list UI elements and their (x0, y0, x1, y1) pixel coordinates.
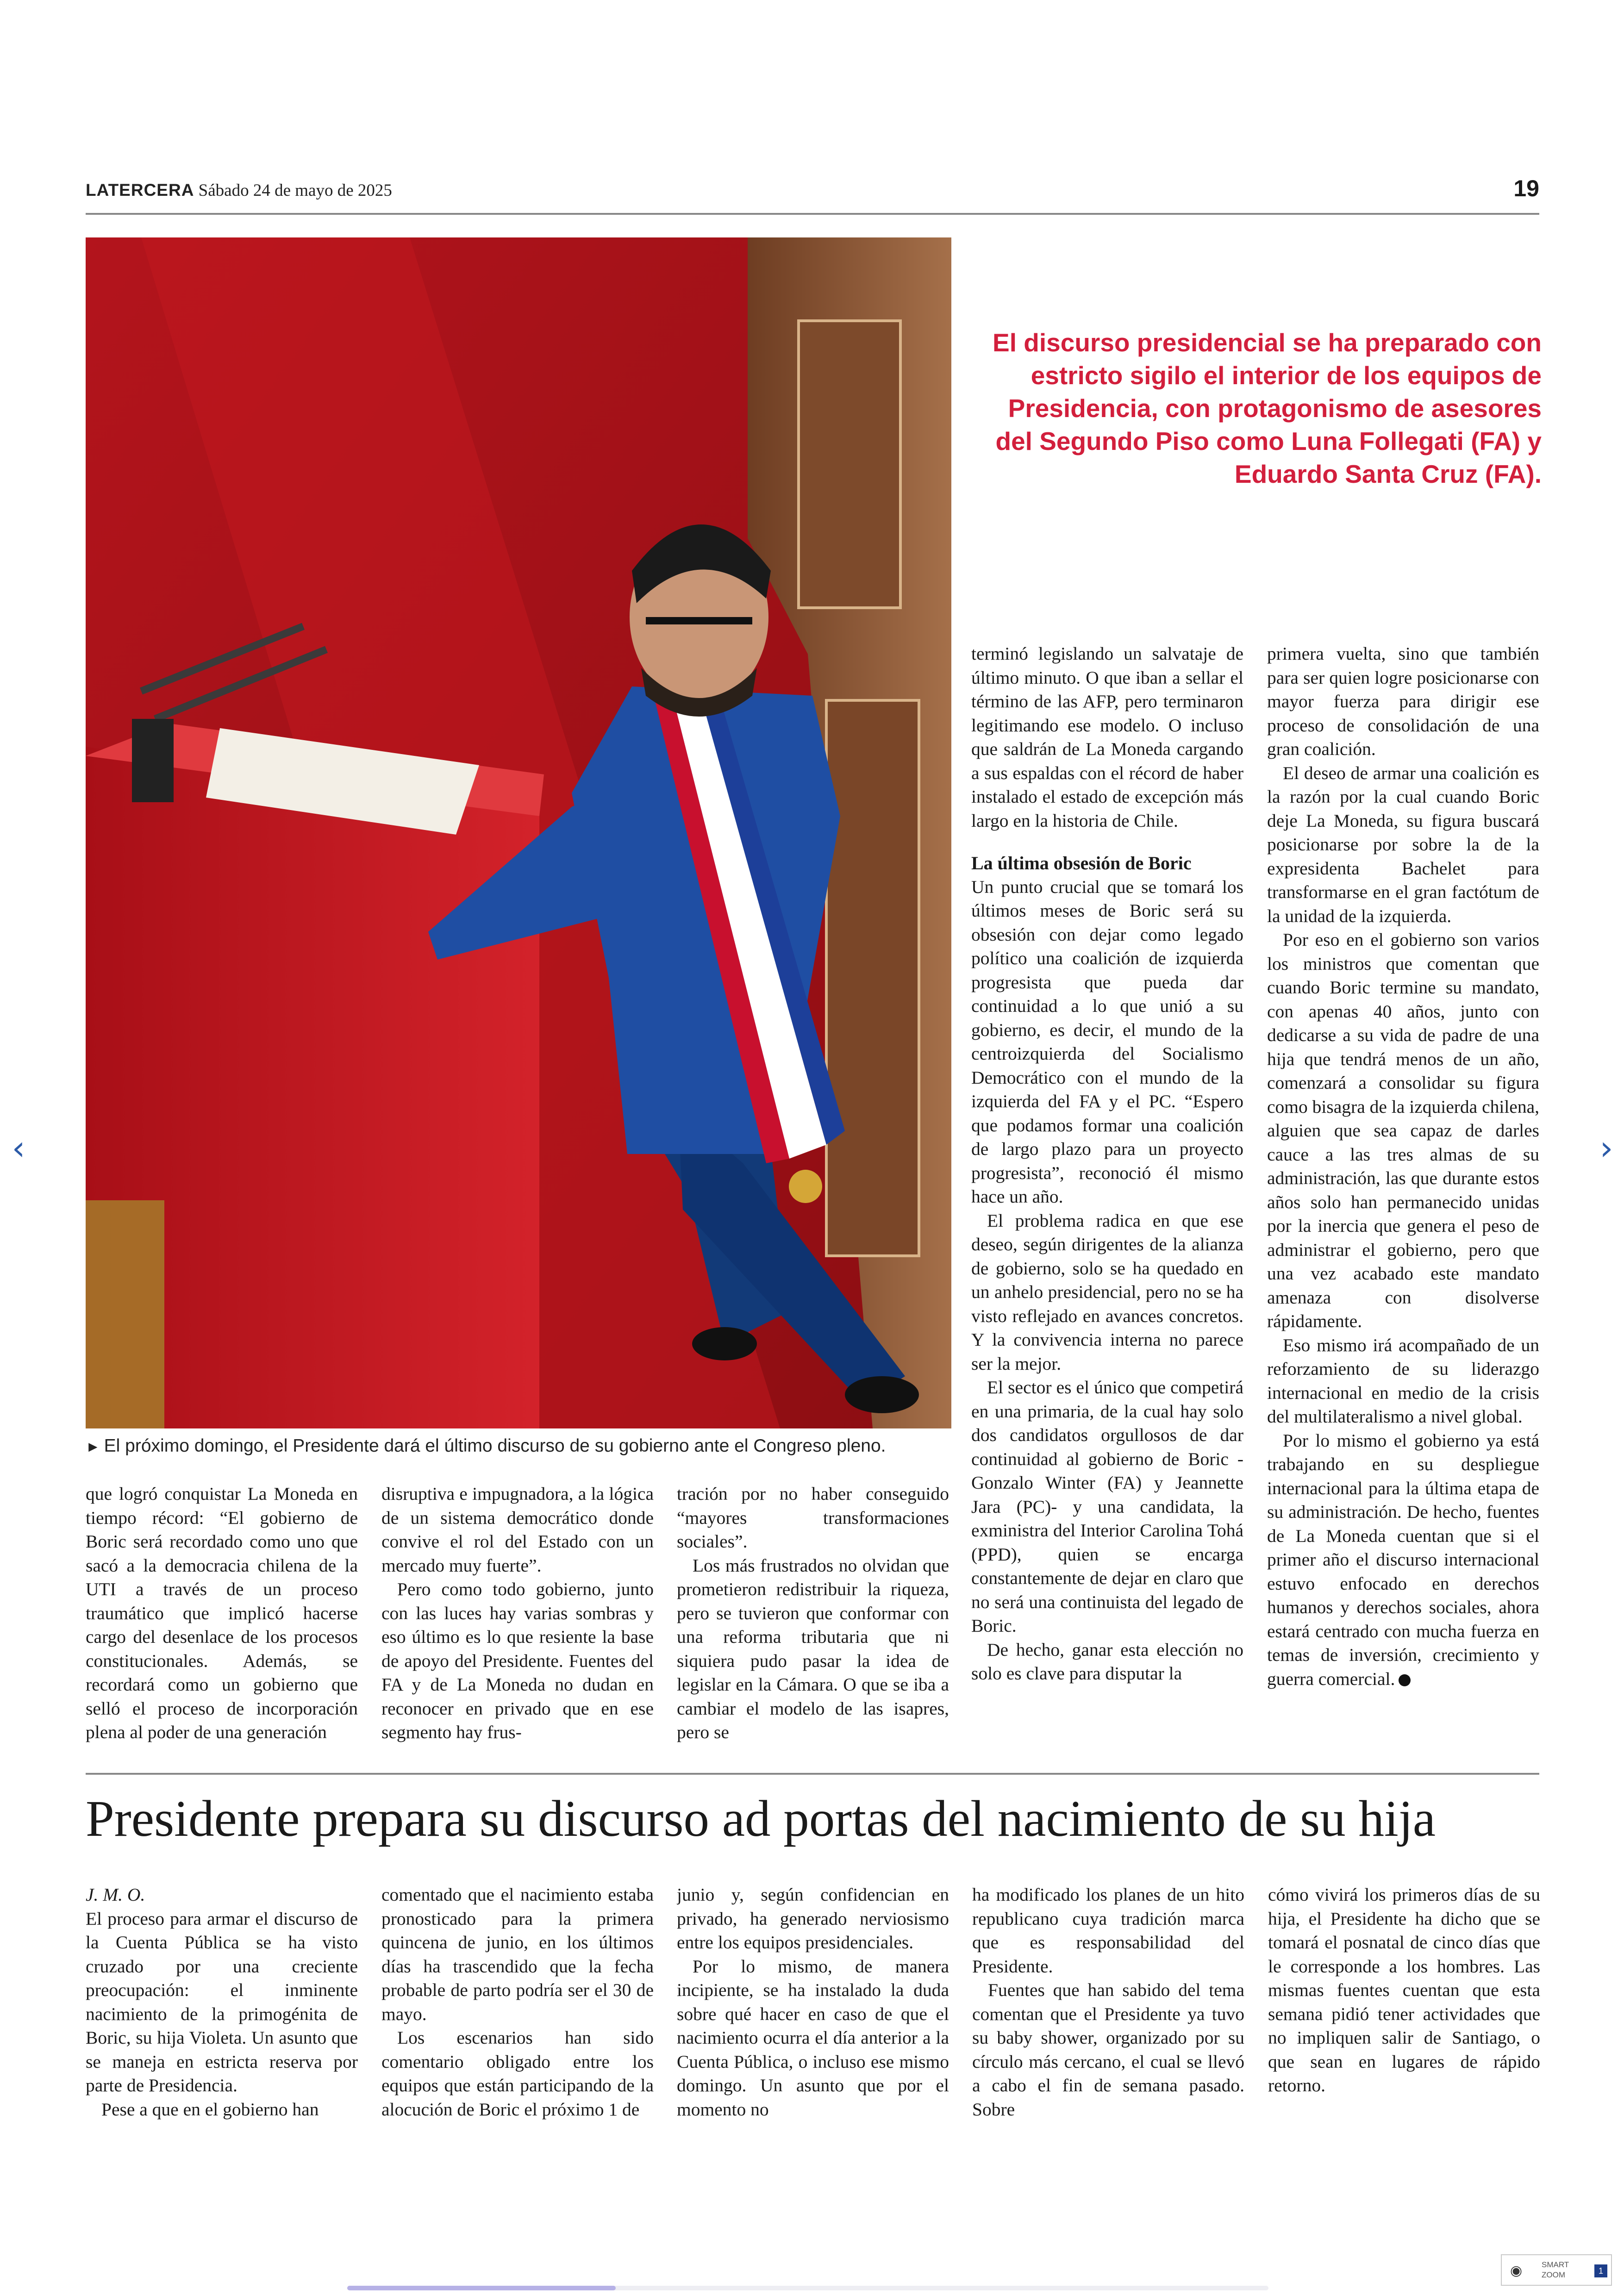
paragraph: Los más frustrados no olvidan que prometieron redistribuir la riqueza, pero se tuvieron que conformar con una reforma tributaria que ni siquiera pudo pasar la idea de legislar en la Cámara. O que se iba a cambiar el modelo de las isapres, pero se (677, 1555, 949, 1742)
paragraph: Por eso en el gobierno son varios los ministros que comentan que cuando Boric termine su mandato, con apenas 40 años, junto con dedicarse a su vida de padre de una hija que tendrá menos de un año, comenzará a consolidar su figura como bisagra de la izquierda chilena, alguien que sea capaz de darles cauce a las tres almas de su administración, las que durante estos años solo han permanecido unidas por la inercia que genera el peso de administrar el gobierno, pero que una vez acabado este mandato amenaza con disolverse rápidamente. (1267, 929, 1539, 1331)
paragraph: comentado que el nacimiento estaba pronosticado para la primera quincena de junio, en los últimos días ha trascendido que la fecha probable de parto podría ser el 30 de mayo. (381, 1884, 654, 2024)
article-photo (86, 237, 951, 1428)
horizontal-scrollbar-thumb[interactable] (347, 2286, 616, 2290)
smart-zoom-button[interactable] (1501, 2254, 1612, 2286)
paragraph: Eso mismo irá acompañado de un reforzamiento de su liderazgo internacional en medio de la crisis del multilateralismo a nivel global. (1267, 1335, 1539, 1427)
smart-zoom-label-line1: SMART (1542, 2260, 1569, 2269)
article1-column-1 (86, 1482, 358, 1746)
paragraph: De hecho, ganar esta elección no solo es clave para disputar la (971, 1639, 1243, 1684)
paragraph: El sector es el único que competirá en una primaria, de la cual hay solo dos candidatos orgullosos de dar continuidad al gobierno de Boric -Gonzalo Winter (FA) y Jeannette Jara (PC)- y una candidata, la exministra del Interior Carolina Tohá (PPD), quien se encarga constantemente de dejar en claro que no será una continuista del legado de Boric. (971, 1377, 1243, 1636)
paragraph: tración por no haber conseguido “mayores transformaciones sociales”. (677, 1484, 949, 1552)
header-rule (86, 213, 1539, 215)
eye-icon: ◉ (1510, 2263, 1523, 2278)
paragraph-text: Por lo mismo el gobierno ya está trabajando en su despliegue internacional para la última etapa de su administración. De hecho, fuentes de La Moneda cuentan que si el primer año el discurso internacional estuvo enfocado en derechos humanos y derechos sociales, ahora estará centrado con mucha fuerza en temas de inversión, crecimiento y guerra comercial. (1267, 1430, 1539, 1689)
paragraph: disruptiva e impugnadora, a la lógica de un sistema democrático donde convive el rol del Estado con un mercado muy fuerte”. (381, 1484, 654, 1576)
smart-zoom-label-line2: ZOOM (1542, 2270, 1565, 2279)
paragraph: El problema radica en que ese deseo, según dirigentes de la alianza de gobierno, solo se ha quedado en un anhelo presidencial, pero no se ha visto reflejado en avances concretos. Y la convivencia interna no parece ser la mejor. (971, 1210, 1243, 1374)
paragraph: junio y, según confidencian en privado, ha generado nerviosismo entre los equipos presidenciales. (677, 1884, 949, 1952)
article1-column-4 (971, 642, 1243, 1748)
spacer (971, 833, 1243, 851)
paragraph: Los escenarios han sido comentario obligado entre los equipos que están participando de la alocución de Boric el próximo 1 de (381, 2027, 654, 2120)
paragraph (1267, 1429, 1539, 1691)
paragraph: Por lo mismo, de manera incipiente, se ha instalado la duda sobre qué hacer en caso de que el nacimiento ocurra el día anterior a la Cuenta Pública, o incluso ese mismo domingo. Un asunto que por el momento no (677, 1956, 949, 2120)
masthead (86, 181, 392, 200)
paragraph: cómo vivirá los primeros días de su hija, el Presidente ha dicho que se tomará el posnatal de cinco días que le corresponde a los hombres. Las mismas fuentes cuentan que esta semana pidió tener actividades que no impliquen salir de Santiago, o que sean en lugares de rápido retorno. (1268, 1884, 1540, 2095)
paragraph: Un punto crucial que se tomará los últimos meses de Boric será su obsesión con dejar como legado político una coalición de izquierda progresista que pueda dar continuidad a lo que unió a su gobierno, es decir, el mundo de la centroizquierda del Socialismo Democrático con el mundo de la izquierda del FA y el PC. “Espero que podamos formar una coalición de largo plazo para un proyecto progresista”, reconoció él mismo hace un año. (971, 876, 1243, 1207)
article2-column-3 (677, 1883, 949, 2124)
newspaper-brand: LATERCERA (86, 181, 194, 200)
paragraph: Pero como todo gobierno, junto con las luces hay varias sombras y eso último es lo que resiente la base de apoyo del Presidente. Fuentes del FA y de La Moneda no dudan en reconocer en privado que en ese segmento hay frus- (381, 1579, 654, 1742)
section-divider (86, 1773, 1539, 1775)
zoom-level-badge: 1 (1594, 2264, 1607, 2277)
caption-arrow-icon: ► (86, 1438, 100, 1455)
article1-column-2 (381, 1482, 654, 1746)
paragraph: Pese a que en el gobierno han (101, 2099, 319, 2120)
article-subhead: La última obsesión de Boric (971, 853, 1192, 873)
next-page-button[interactable]: › (1599, 1129, 1613, 1167)
page-number: 19 (1513, 175, 1539, 201)
article2-column-2 (381, 1883, 654, 2124)
paragraph: El deseo de armar una coalición es la razón por la cual cuando Boric deje La Moneda, su figura buscará posicionarse por sobre la de la expresidenta Bachelet para transformarse en el gran factótum de la unidad de la izquierda. (1267, 762, 1539, 926)
byline: J. M. O. (86, 1884, 145, 1905)
paragraph: que logró conquistar La Moneda en tiempo récord: “El gobierno de Boric será recordado como uno que sacó a la democracia chilena de la UTI a través de un proceso traumático que implicó hacerse cargo del desenlace de los procesos constitucionales. Además, se recordará como un gobierno que selló el proceso de incorporación plena al poder de una generación (86, 1484, 358, 1742)
photo-illustration (86, 237, 951, 1428)
pull-quote: El discurso presidencial se ha preparado con estricto sigilo el interior de los equipos de Presidencia, con protagonismo de asesores del Segundo Piso como Luna Follegati (FA) y Eduardo Santa Cruz (FA). (993, 328, 1542, 488)
end-of-article-icon (1399, 1674, 1411, 1686)
paragraph: terminó legislando un salvataje de último minuto. O que iban a sellar el término de las AFP, pero terminaron legitimando ese modelo. O incluso que saldrán de La Moneda cargando a sus espaldas con el récord de haber instalado el estado de excepción más largo en la historia de Chile. (971, 643, 1243, 831)
article2-column-4 (972, 1883, 1244, 2124)
photo-caption-text: El próximo domingo, el Presidente dará el último discurso de su gobierno ante el Congreso pleno. (104, 1436, 886, 1456)
article2-column-5 (1268, 1883, 1540, 2124)
paragraph: El proceso para armar el discurso de la Cuenta Pública se ha visto cruzado por una creciente preocupación: el inminente nacimiento de la primogénita de Boric, su hija Violeta. Un asunto que se maneja en estricta reserva por parte de Presidencia. (86, 1908, 358, 2095)
article1-column-3 (677, 1482, 949, 1746)
photo-caption (86, 1435, 965, 1458)
article1-column-5 (1267, 642, 1539, 1748)
article2-column-1 (86, 1883, 358, 2124)
paragraph: ha modificado los planes de un hito republicano cuya tradición marca que es responsabilidad del Presidente. (972, 1884, 1244, 1977)
paragraph: primera vuelta, sino que también para ser quien logre posicionarse con mayor fuerza para dirigir ese proceso de consolidación de una gran coalición. (1267, 643, 1539, 759)
article2-headline: Presidente prepara su discurso ad portas del nacimiento de su hija (86, 1790, 1436, 1847)
smart-zoom-label (1542, 2260, 1569, 2280)
paragraph: Fuentes que han sabido del tema comentan que el Presidente ya tuvo su baby shower, organizado por su círculo más cercano, el cual se llevó a cabo el fin de semana pasado. Sobre (972, 1980, 1244, 2120)
previous-page-button[interactable]: ‹ (12, 1129, 25, 1167)
issue-date: Sábado 24 de mayo de 2025 (198, 181, 392, 200)
